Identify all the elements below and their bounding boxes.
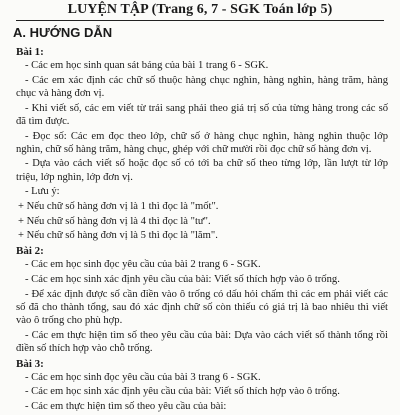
paragraph: - Các em học sinh xác định yêu cầu của bài: Viết số thích hợp vào ô trống. [25,273,340,285]
document-body [16,44,388,415]
paragraph: - Các em học sinh quan sát bảng của bài 1 trang 6 - SGK. [25,60,269,71]
paragraph: - Đọc số: Các em đọc theo lớp, chữ số ở hàng chục nghìn, hàng nghìn thuộc lớp nghìn, chữ số hàng trăm, hàng chục, ghép với chữ mười rồi đọc chữ số hàng đơn vị. [16,130,388,155]
paragraph: - Các em thực hiện tìm số theo yêu cầu của bài: [25,400,227,412]
exercise-1-heading: Bài 1: [16,46,44,58]
note-item: + Nếu chữ số hàng đơn vị là 5 thì đọc là "lăm". [18,230,218,242]
paragraph: - Dựa vào cách viết số hoặc đọc số có tới ba chữ số theo từng lớp, lần lượt từ lớp triệu, lớp nghìn, lớp đơn vị. [16,158,388,183]
paragraph: - Các em xác định các chữ số thuộc hàng chục nghìn, hàng nghìn, hàng trăm, hàng chục và hàng đơn vị. [16,74,388,99]
note-item: + Nếu chữ số hàng đơn vị là 4 thì đọc là "tư". [18,215,211,227]
page-title: LUYỆN TẬP (Trang 6, 7 - SGK Toán lớp 5) [67,2,333,17]
section-heading: A. HƯỚNG DẪN [13,25,113,40]
title-underline [16,20,384,21]
paragraph: - Các em học sinh đọc yêu cầu của bài 2 trang 6 - SGK. [25,259,261,271]
note-item: + Nếu chữ số hàng đơn vị là 1 thì đọc là "mốt". [18,201,219,213]
paragraph: - Để xác định được số cần điền vào ô trống có dấu hỏi chấm thì các em phải viết các số đã cho thành tổng, sau đó xác định chữ số còn thiếu có giá trị là bao nhiêu thì viết vào ô trống cho phù hợp. [16,288,388,326]
paragraph: - Các em học sinh đọc yêu cầu của bài 3 trang 6 - SGK. [25,371,261,383]
note-label: - Lưu ý: [25,186,60,198]
paragraph: - Khi viết số, các em viết từ trái sang phải theo giá trị số của từng hàng trong các số đã tìm được. [16,102,388,127]
paragraph: - Các em học sinh xác định yêu cầu của bài: Viết số thích hợp vào ô trống. [25,386,340,398]
exercise-2-heading: Bài 2: [16,245,44,258]
exercise-3-heading: Bài 3: [16,357,44,370]
paragraph: - Các em thực hiện tìm số theo yêu cầu của bài: Dựa vào cách viết số thành tổng rồi điền số thích hợp vào chỗ trống. [16,329,388,354]
